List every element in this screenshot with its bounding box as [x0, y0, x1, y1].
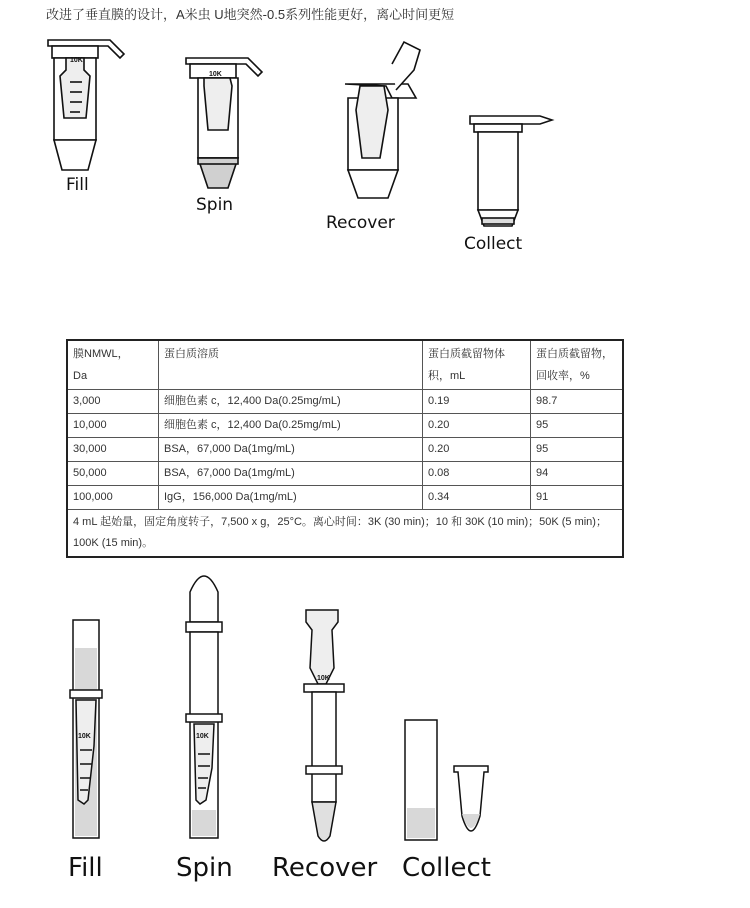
- header-nmwl: 膜NMWL， Da: [67, 340, 159, 390]
- cell-recovery: 94: [531, 462, 624, 486]
- spin-device: [186, 58, 262, 188]
- cell-recovery: 91: [531, 486, 624, 510]
- cell-nmwl: 50,000: [67, 462, 159, 486]
- tube-mwco-mark: 10K: [78, 733, 91, 740]
- fill-mwco-mark: 10K: [70, 57, 83, 64]
- retention-table: [66, 339, 624, 558]
- cell-solute: IgG，156,000 Da(1mg/mL): [159, 486, 423, 510]
- cell-solute: 细胞色素 c，12,400 Da(0.25mg/mL): [159, 414, 423, 438]
- bottom-step-collect: Collect: [402, 853, 491, 883]
- table-row: [67, 486, 623, 510]
- cell-solute: BSA，67,000 Da(1mg/mL): [159, 438, 423, 462]
- cell-volume: 0.20: [423, 438, 531, 462]
- bottom-step-fill: Fill: [68, 853, 103, 883]
- bottom-step-spin: Spin: [176, 853, 233, 883]
- cell-volume: 0.34: [423, 486, 531, 510]
- cell-solute: 细胞色素 c，12,400 Da(0.25mg/mL): [159, 390, 423, 414]
- recover-tube: [304, 610, 344, 841]
- header-volume: 蛋白质截留物体 积，mL: [423, 340, 531, 390]
- cell-nmwl: 3,000: [67, 390, 159, 414]
- top-step-spin: Spin: [196, 195, 234, 215]
- top-step-collect: Collect: [464, 234, 523, 254]
- cell-volume: 0.19: [423, 390, 531, 414]
- collect-tubes: [405, 720, 488, 840]
- recover-tube-mwco-mark: 10K: [317, 675, 330, 682]
- table-note-row: [67, 510, 623, 558]
- header-solute: 蛋白质溶质: [159, 340, 423, 390]
- spin-mwco-mark: 10K: [209, 71, 222, 78]
- cell-recovery: 95: [531, 414, 624, 438]
- cell-nmwl: 30,000: [67, 438, 159, 462]
- recover-device: [345, 42, 420, 198]
- top-step-fill: Fill: [66, 175, 89, 195]
- cell-solute: BSA，67,000 Da(1mg/mL): [159, 462, 423, 486]
- cell-recovery: 98.7: [531, 390, 624, 414]
- table-note: 4 mL 起始量，固定角度转子，7,500 x g，25°C。离心时间：3K (30 min)；10 和 30K (10 min)；50K (5 min)；100K (15 min)。: [67, 510, 623, 558]
- table-row: [67, 390, 623, 414]
- header-recovery: 蛋白质截留物， 回收率，%: [531, 340, 624, 390]
- top-steps-diagram: [0, 0, 750, 300]
- spin-tube: [186, 576, 222, 838]
- table-row: [67, 438, 623, 462]
- top-step-recover: Recover: [326, 213, 395, 233]
- intro-text: 改进了垂直膜的设计，A米虫 U地突然-0.5系列性能更好，离心时间更短: [46, 7, 455, 22]
- collect-device: [470, 116, 552, 226]
- table-row: [67, 462, 623, 486]
- cell-volume: 0.08: [423, 462, 531, 486]
- cell-nmwl: 10,000: [67, 414, 159, 438]
- bottom-step-recover: Recover: [272, 853, 378, 883]
- table-row: [67, 414, 623, 438]
- cell-volume: 0.20: [423, 414, 531, 438]
- fill-device: [48, 40, 124, 170]
- spin-tube-mwco-mark: 10K: [196, 733, 209, 740]
- cell-recovery: 95: [531, 438, 624, 462]
- fill-tube: [70, 620, 102, 838]
- bottom-steps-diagram: [0, 560, 750, 900]
- cell-nmwl: 100,000: [67, 486, 159, 510]
- table-header-row: [67, 340, 623, 390]
